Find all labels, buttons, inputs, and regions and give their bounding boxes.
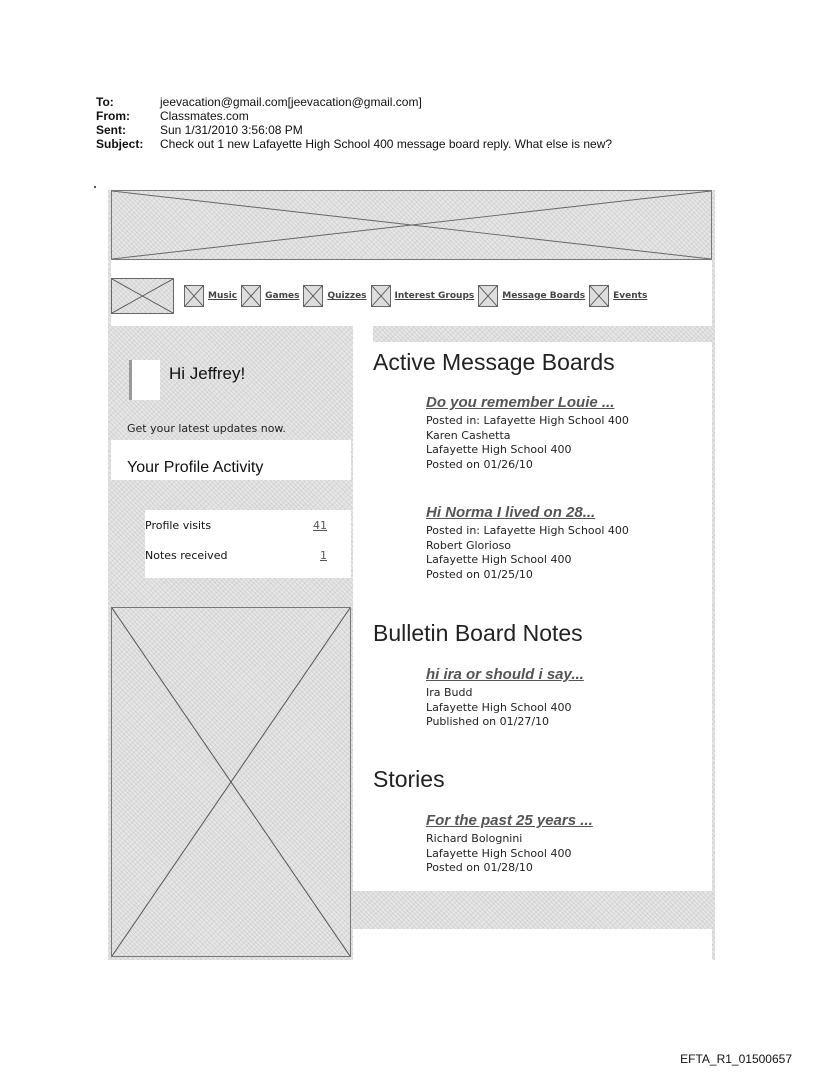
from-label: From: bbox=[96, 109, 130, 123]
logo-placeholder[interactable] bbox=[111, 278, 174, 314]
profile-activity-header bbox=[111, 440, 351, 480]
sent-label: Sent: bbox=[96, 123, 126, 137]
post-author: Ira Budd bbox=[426, 686, 473, 699]
subject-label: Subject: bbox=[96, 137, 144, 151]
nav-item-events[interactable] bbox=[589, 285, 647, 307]
nav-item-music[interactable] bbox=[184, 285, 237, 307]
bulletin-heading: Bulletin Board Notes bbox=[373, 620, 583, 646]
post-school: Lafayette High School 400 bbox=[426, 846, 572, 860]
from-value: Classmates.com bbox=[160, 109, 249, 123]
bottom-strip bbox=[353, 929, 712, 960]
notes-received-label: Notes received bbox=[145, 549, 228, 562]
events-icon bbox=[589, 285, 609, 307]
stray-dot bbox=[94, 186, 96, 188]
post-title-link[interactable]: Hi Norma I lived on 28... bbox=[426, 504, 596, 521]
updates-text: Get your latest updates now. bbox=[127, 422, 286, 435]
banner-image-placeholder bbox=[111, 190, 712, 260]
post-line: Posted in: Lafayette High School 400 bbox=[426, 524, 629, 537]
to-value: jeevacation@gmail.com[jeevacation@gmail.com] bbox=[160, 95, 422, 109]
ad-image-placeholder bbox=[111, 607, 351, 957]
profile-visits-row bbox=[145, 519, 327, 532]
post-school: Lafayette High School 400 bbox=[426, 700, 572, 714]
nav-link-games[interactable]: Games bbox=[265, 291, 300, 301]
post-school: Lafayette High School 400 bbox=[426, 443, 572, 456]
greeting-text: Hi Jeffrey! bbox=[169, 364, 246, 383]
broken-image-icon bbox=[112, 608, 350, 956]
main-content bbox=[353, 342, 712, 891]
to-label: To: bbox=[96, 95, 114, 109]
to-row bbox=[96, 95, 612, 109]
subject-value: Check out 1 new Lafayette High School 400 message board reply. What else is new? bbox=[160, 137, 613, 151]
main-panel-tab bbox=[353, 326, 373, 342]
post-date: Posted on 01/28/10 bbox=[426, 861, 533, 874]
nav-bar bbox=[111, 260, 712, 326]
story-post bbox=[426, 812, 593, 876]
message-boards-icon bbox=[478, 285, 498, 307]
sent-row bbox=[96, 123, 612, 137]
nav-items bbox=[111, 278, 647, 314]
post-author: Richard Bolognini bbox=[426, 832, 523, 845]
nav-item-games[interactable] bbox=[241, 285, 299, 307]
message-board-post-1 bbox=[426, 394, 629, 472]
nav-link-events[interactable]: Events bbox=[613, 291, 648, 301]
message-board-post-2 bbox=[426, 504, 629, 582]
greeting-panel bbox=[111, 345, 351, 440]
post-date: Published on 01/27/10 bbox=[426, 715, 550, 728]
post-title-link[interactable]: Do you remember Louie ... bbox=[426, 394, 615, 411]
nav-link-quizzes[interactable]: Quizzes bbox=[327, 291, 367, 301]
document-id: EFTA_R1_01500657 bbox=[680, 1052, 792, 1066]
nav-link-music[interactable]: Music bbox=[208, 291, 238, 301]
post-date: Posted on 01/25/10 bbox=[426, 567, 533, 581]
profile-visits-label: Profile visits bbox=[145, 519, 212, 532]
interest-groups-icon bbox=[371, 285, 391, 307]
broken-image-icon bbox=[112, 191, 711, 259]
bulletin-post bbox=[426, 666, 584, 730]
sent-value: Sun 1/31/2010 3:56:08 PM bbox=[160, 123, 303, 137]
post-author: Robert Glorioso bbox=[426, 538, 512, 552]
nav-link-interest-groups[interactable]: Interest Groups bbox=[394, 291, 475, 301]
post-line: Posted in: Lafayette High School 400 bbox=[426, 414, 629, 427]
nav-item-quizzes[interactable] bbox=[303, 285, 366, 307]
message-boards-heading: Active Message Boards bbox=[373, 349, 615, 375]
notes-received-row bbox=[145, 549, 327, 562]
post-author: Karen Cashetta bbox=[426, 428, 511, 442]
post-school: Lafayette High School 400 bbox=[426, 553, 572, 566]
avatar-placeholder bbox=[129, 360, 160, 400]
profile-activity-title: Your Profile Activity bbox=[127, 459, 264, 476]
post-date: Posted on 01/26/10 bbox=[426, 457, 533, 471]
email-header bbox=[96, 95, 612, 151]
nav-item-interest-groups[interactable] bbox=[371, 285, 475, 307]
profile-visits-link[interactable]: 41 bbox=[313, 519, 327, 532]
games-icon bbox=[241, 285, 261, 307]
subject-row bbox=[96, 137, 612, 151]
post-title-link[interactable]: For the past 25 years ... bbox=[426, 812, 593, 829]
music-icon bbox=[184, 285, 204, 307]
stories-heading: Stories bbox=[373, 766, 445, 792]
post-title-link[interactable]: hi ira or should i say... bbox=[426, 666, 584, 683]
nav-link-message-boards[interactable]: Message Boards bbox=[502, 291, 586, 301]
quizzes-icon bbox=[303, 285, 323, 307]
profile-stats bbox=[145, 510, 351, 578]
broken-image-icon bbox=[112, 279, 173, 313]
nav-item-message-boards[interactable] bbox=[478, 285, 585, 307]
notes-received-link[interactable]: 1 bbox=[320, 549, 327, 562]
from-row bbox=[96, 109, 612, 123]
